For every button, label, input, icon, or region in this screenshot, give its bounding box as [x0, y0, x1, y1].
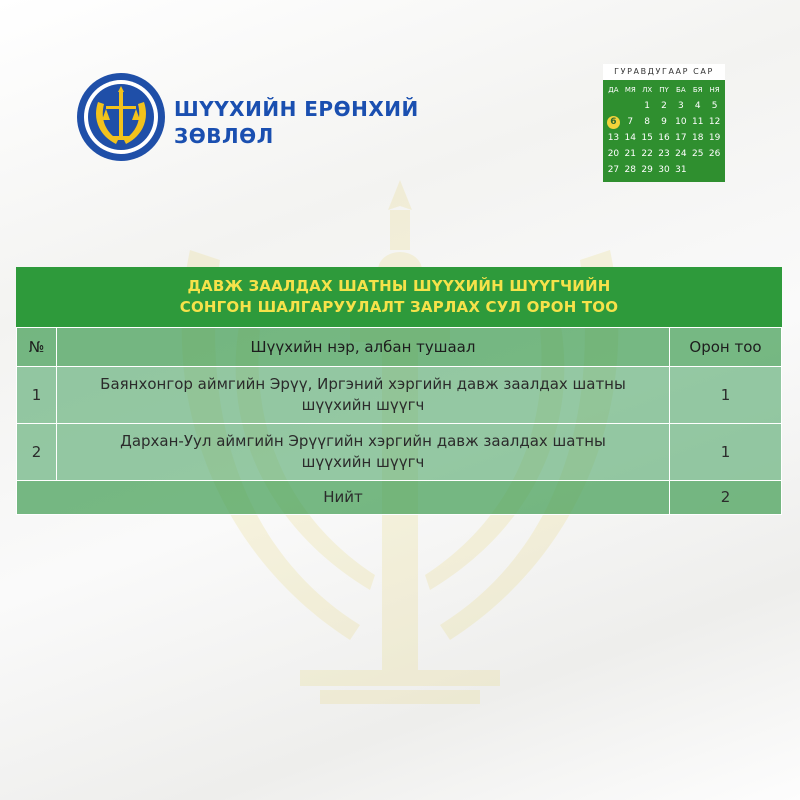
row-court-position-line2: шүүхийн шүүгч — [301, 453, 425, 471]
table-title — [16, 267, 782, 327]
row-court-position — [57, 424, 670, 481]
table-title-line1: ДАВЖ ЗААЛДАХ ШАТНЫ ШҮҮХИЙН ШҮҮГЧИЙН — [187, 277, 611, 295]
table-total-row — [17, 481, 782, 515]
table-header-row — [17, 328, 782, 367]
calendar-day: 29 — [641, 165, 653, 175]
calendar-day: 5 — [711, 101, 718, 111]
calendar-empty-cell — [622, 98, 639, 114]
row-count: 1 — [670, 424, 782, 481]
calendar-weekday: БА — [676, 86, 686, 94]
calendar-weekday: ПҮ — [659, 86, 669, 94]
calendar-day: 27 — [607, 165, 620, 175]
month-calendar — [603, 64, 725, 182]
calendar-day: 28 — [624, 165, 636, 175]
calendar-day: 2 — [661, 101, 667, 111]
calendar-day: 16 — [658, 133, 670, 143]
calendar-day: 30 — [658, 165, 670, 175]
calendar-day: 4 — [694, 101, 701, 111]
row-court-position-line1: Дархан-Уул аймгийн Эрүүгийн хэргийн давж заалдах шатны — [120, 432, 606, 450]
calendar-weekday: ДА — [608, 86, 619, 94]
calendar-day: 9 — [661, 117, 667, 127]
vacancy-table — [16, 267, 782, 515]
calendar-day: 17 — [675, 133, 687, 143]
organization-name-line2: ЗӨВЛӨЛ — [174, 124, 274, 148]
calendar-day: 12 — [708, 117, 721, 127]
calendar-weekday: БЯ — [692, 86, 703, 94]
calendar-day: 3 — [677, 101, 684, 111]
calendar-day: 1 — [644, 101, 650, 111]
calendar-day: 26 — [708, 149, 721, 159]
calendar-grid — [603, 80, 725, 178]
table-row — [17, 424, 782, 481]
court-council-logo — [76, 72, 166, 162]
calendar-day: 7 — [627, 117, 634, 127]
row-court-position-line2: шүүхийн шүүгч — [301, 396, 425, 414]
column-header-count: Орон тоо — [670, 328, 782, 367]
row-number: 1 — [17, 367, 57, 424]
row-court-position-line1: Баянхонгор аймгийн Эрүү, Иргэний хэргийн давж заалдах шатны — [100, 375, 626, 393]
vacancy-table-body — [16, 327, 782, 515]
total-label: Нийт — [17, 481, 670, 515]
calendar-day: 10 — [675, 117, 687, 127]
table-row — [17, 367, 782, 424]
calendar-month-title: ГУРАВДУГААР САР — [603, 64, 725, 80]
calendar-day: 13 — [607, 133, 620, 143]
row-number: 2 — [17, 424, 57, 481]
calendar-day: 23 — [658, 149, 670, 159]
calendar-day-highlighted: 6 — [605, 114, 622, 130]
calendar-day: 25 — [691, 149, 704, 159]
column-header-name: Шүүхийн нэр, албан тушаал — [57, 328, 670, 367]
calendar-day: 11 — [691, 117, 704, 127]
calendar-day: 18 — [691, 133, 704, 143]
calendar-day: 14 — [624, 133, 636, 143]
organization-name — [174, 96, 419, 150]
row-court-position — [57, 367, 670, 424]
table-title-line2: СОНГОН ШАЛГАРУУЛАЛТ ЗАРЛАХ СУЛ ОРОН ТОО — [179, 298, 619, 316]
calendar-weekday: НЯ — [709, 86, 720, 94]
calendar-day: 31 — [675, 165, 687, 175]
organization-name-line1: ШҮҮХИЙН ЕРӨНХИЙ — [174, 97, 419, 121]
calendar-day: 19 — [708, 133, 721, 143]
calendar-day: 15 — [641, 133, 653, 143]
calendar-day: 20 — [607, 149, 620, 159]
total-value: 2 — [670, 481, 782, 515]
calendar-weekday: МЯ — [624, 86, 636, 94]
calendar-empty-cell — [605, 98, 622, 114]
calendar-day: 24 — [675, 149, 687, 159]
calendar-day: 8 — [644, 117, 650, 127]
column-header-number: № — [17, 328, 57, 367]
calendar-day: 22 — [641, 149, 653, 159]
calendar-day: 21 — [624, 149, 636, 159]
row-count: 1 — [670, 367, 782, 424]
calendar-weekday: ЛХ — [642, 86, 653, 94]
